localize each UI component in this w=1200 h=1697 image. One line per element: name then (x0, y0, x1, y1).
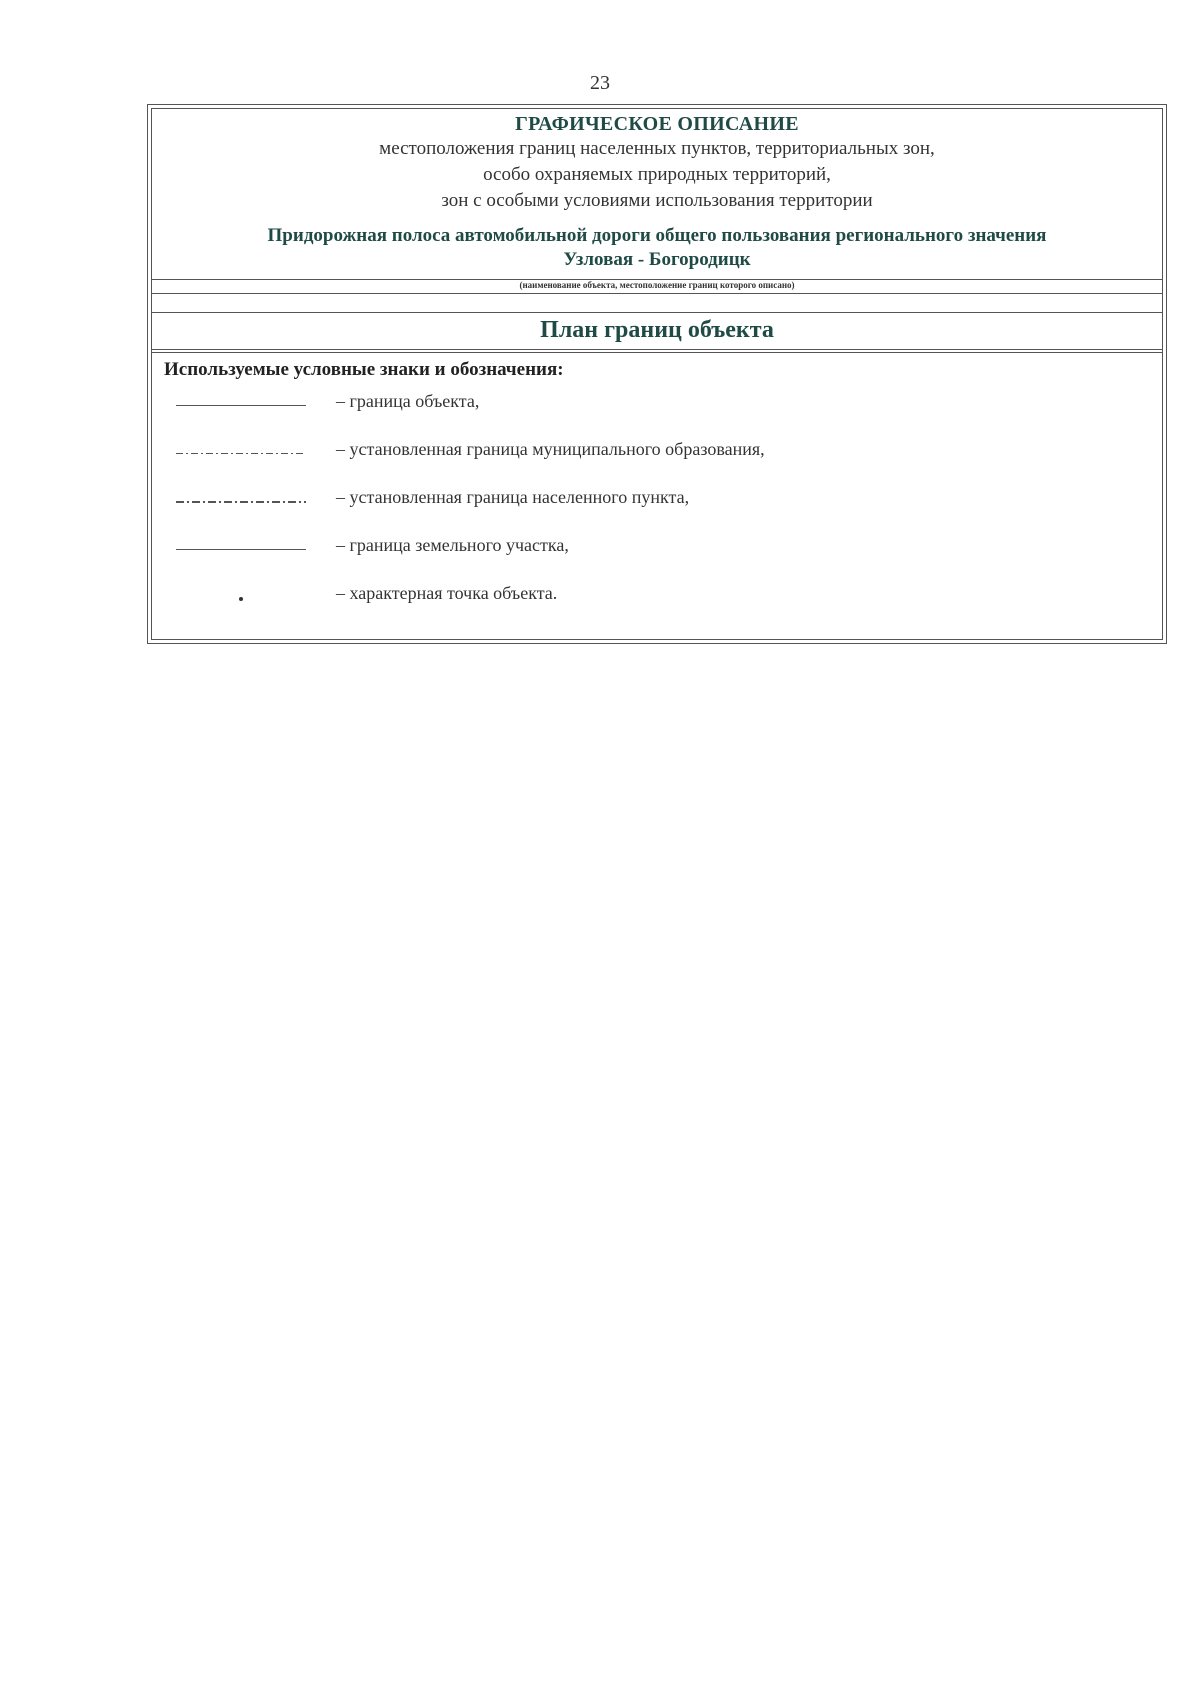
row-divider-1 (152, 293, 1162, 294)
subtitle-line-3: зон с особыми условиями использования территории (441, 190, 873, 211)
solid-line-icon (176, 405, 306, 408)
dot-icon (239, 597, 243, 601)
header-block (152, 109, 1162, 279)
legend-item-label: – характерная точка объекта. (336, 583, 558, 603)
object-name-line-1: Придорожная полоса автомобильной дороги общего пользования регионального значения (267, 225, 1047, 246)
legend-item-municipal-boundary (176, 439, 1076, 465)
legend-item-object-boundary (176, 391, 1076, 417)
object-name (152, 224, 1162, 272)
row-divider-2 (152, 312, 1162, 313)
document-frame-inner (151, 108, 1163, 640)
page-number: 23 (590, 72, 610, 94)
legend-item-characteristic-point (176, 583, 1076, 609)
legend-item-label: – установленная граница муниципального образования, (336, 439, 765, 459)
legend-heading: Используемые условные знаки и обозначения: (164, 359, 564, 380)
document-frame (147, 104, 1167, 644)
plan-title: План границ объекта (540, 317, 774, 343)
object-name-caption: (наименование объекта, местоположение границ которого описано) (519, 280, 795, 290)
document-title: ГРАФИЧЕСКОЕ ОПИСАНИЕ (515, 113, 799, 135)
legend-item-settlement-boundary (176, 487, 1076, 513)
row-divider-4 (152, 352, 1162, 353)
legend-item-land-plot-boundary (176, 535, 1076, 561)
row-divider-3 (152, 349, 1162, 350)
dash-dot-line-heavy-icon (176, 501, 306, 503)
legend-item-label: – граница объекта, (336, 391, 480, 411)
object-name-line-2: Узловая - Богородицк (563, 249, 751, 270)
subtitle-line-1: местоположения границ населенных пунктов, территориальных зон, (379, 138, 935, 159)
legend-item-label: – установленная граница населенного пункта, (336, 487, 690, 507)
solid-line-icon (176, 549, 306, 552)
dash-dot-line-icon (176, 453, 306, 454)
subtitle-line-2: особо охраняемых природных территорий, (483, 164, 831, 185)
legend-item-label: – граница земельного участка, (336, 535, 569, 555)
